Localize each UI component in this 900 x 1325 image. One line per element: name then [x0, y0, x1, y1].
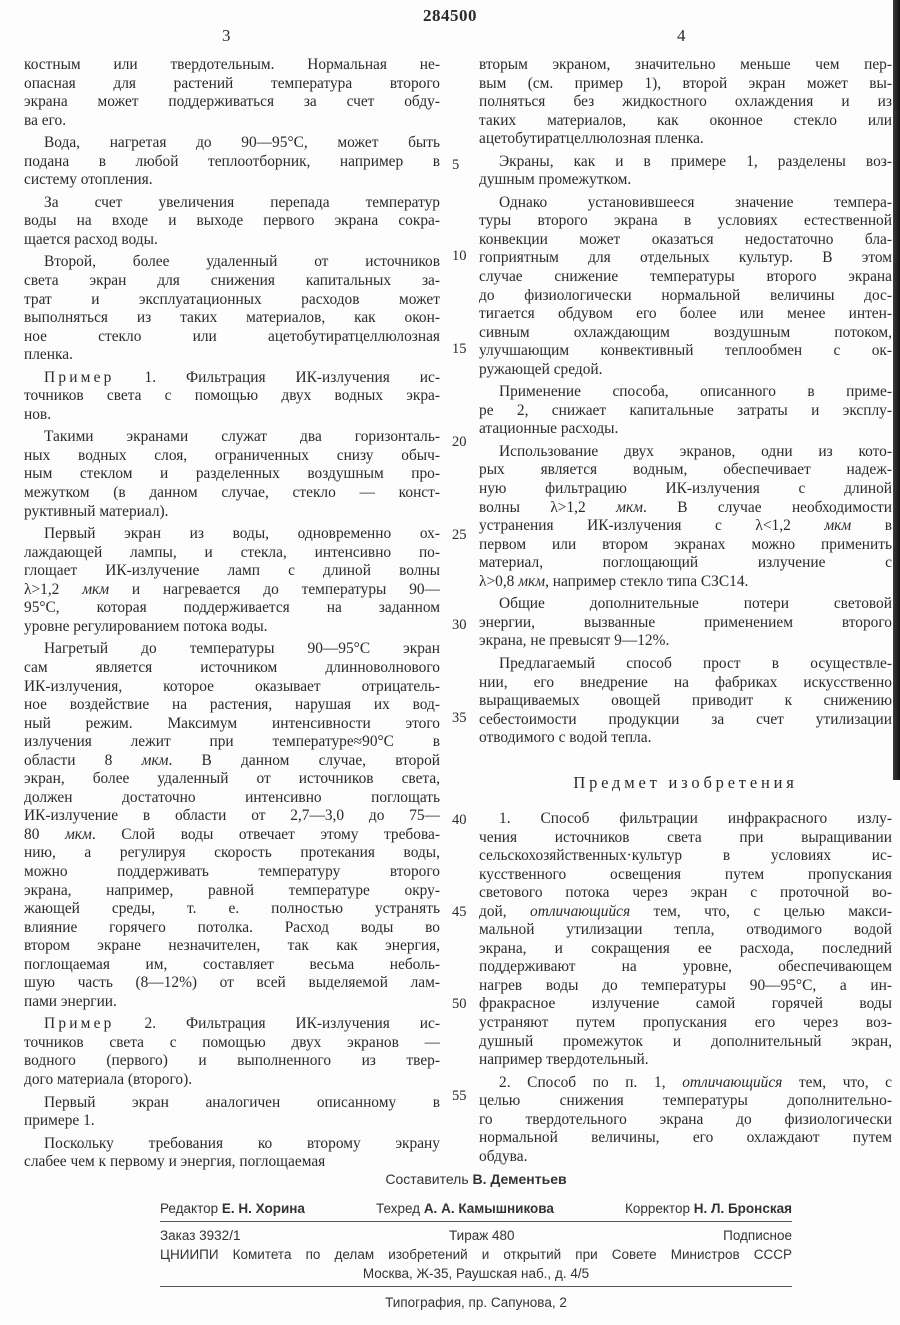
text-line: атационные расходы. [479, 420, 619, 438]
text-line: систему отопления. [24, 171, 153, 189]
italic-term: мкм [616, 498, 643, 516]
text-line: сельскохозяйственных·культур в условиях ис- [479, 847, 892, 865]
text-line: точников света с помощью двух экранов — [24, 1033, 440, 1051]
text-line: светового потока через экран с проточной во- [479, 884, 892, 902]
text-line: туры второго экрана в условиях естественной [479, 212, 892, 230]
text-line: Экраны, как и в примере 1, разделены воз- [499, 152, 892, 170]
text-line: Однако установившееся значение темпера- [499, 193, 892, 211]
paragraph [24, 428, 440, 521]
text-line: выполняться из таких материалов, как окон- [24, 309, 440, 327]
text-line: ва его. [24, 111, 67, 129]
text-line: костным или твердотельным. Нормальная не- [24, 56, 440, 73]
compiler-label: Составитель [385, 1171, 469, 1187]
italic-term: мкм [64, 825, 92, 843]
divider [160, 1286, 792, 1287]
italic-term: мкм [141, 751, 169, 769]
patent-number: 284500 [423, 6, 477, 25]
text-line: опасная для растений температура второго [24, 74, 440, 92]
scan-edge-shadow [893, 0, 900, 780]
text-line: трат и эксплуатационных расходов может [24, 290, 440, 308]
text-line: конвекции может оказаться недостаточно бла- [479, 230, 892, 248]
compiler-name: В. Дементьев [472, 1171, 567, 1187]
text-line: должен достаточно интенсивно поглощать [24, 788, 440, 806]
address: Москва, Ж-35, Раушская наб., д. 4/5 [362, 1266, 590, 1281]
line-number: 35 [452, 710, 467, 726]
text-line: ное воздействие на растения, нарушая их вод- [24, 696, 440, 714]
corrector-name: Н. Л. Бронская [693, 1201, 792, 1216]
text-line: ИК-излучения, которое оказывает отрицатель- [24, 677, 440, 695]
paragraph [24, 253, 440, 364]
text-line: света экран для снижения капитальных за- [24, 272, 440, 290]
text-line: Применение способа, описанного в приме- [499, 383, 892, 401]
text-line: сам является источником длинноволнового [24, 658, 440, 676]
paragraph [24, 1094, 440, 1131]
paragraph [24, 1135, 440, 1172]
paragraph [24, 1015, 440, 1089]
text-line: Пример 2. Фильтрация ИК-излучения ис- [44, 1015, 440, 1033]
text-line: тигается обдувом его более или менее интен- [479, 305, 892, 323]
paragraph [479, 810, 892, 1070]
paragraph [24, 134, 440, 190]
text-line: λ>0,8 мкм, например стекло типа СЗС14. [479, 572, 749, 590]
paragraph [479, 595, 892, 651]
text-line: фракрасное излучение самой горячей воды [479, 995, 892, 1013]
paragraph [24, 525, 440, 636]
text-line: 2. Способ по п. 1, отличающийся тем, что, с [499, 1073, 893, 1091]
text-line: Вода, нагретая до 90—95°С, может быть [44, 134, 440, 152]
order-number: Заказ 3932/1 [160, 1228, 241, 1243]
techred [376, 1199, 554, 1218]
text-line: можно поддерживать температуру второго [24, 862, 440, 880]
paragraph [24, 369, 440, 425]
corrector-label: Корректор [624, 1201, 690, 1216]
text-line: ре 2, снижает капитальные затраты и эксплу- [479, 401, 892, 419]
corrector [625, 1199, 792, 1218]
text-line: мальной утилизации тепла, отводимого водой [479, 921, 892, 939]
line-number: 15 [452, 341, 467, 357]
text-line: лаждающей лампы, и стекла, интенсивно по- [24, 543, 440, 561]
text-line: полняться без жидкостного охлаждения и из [479, 93, 892, 111]
text-line: примере 1. [24, 1112, 95, 1130]
example-label: Пример [44, 1015, 115, 1033]
text-line: щается расход воды. [24, 230, 158, 248]
text-line: Использование двух экранов, одни из кото- [499, 442, 892, 460]
text-line: 80 мкм. Слой воды отвечает этому требова- [24, 825, 440, 843]
text-line: шую часть (8—12%) от всей выделяемой лам- [24, 974, 440, 992]
text-line: ное стекло или ацетобутиратцеллюлозная [24, 327, 440, 345]
line-number: 40 [452, 812, 467, 828]
italic-term: отличающийся [530, 902, 631, 920]
text-line: целью снижения температуры дополнительно- [479, 1092, 892, 1110]
text-line: руктивный материал). [24, 502, 169, 520]
paragraph [479, 443, 892, 591]
subscription: Подписное [723, 1228, 792, 1243]
text-line: Нагретый до температуры 90—95°С экран [44, 640, 440, 658]
text-line: ную фильтрацию ИК-излучения с длиной [479, 480, 892, 498]
column-number-left: 3 [222, 26, 231, 45]
text-line: нии, его внедрение на фабриках искусственно [479, 673, 892, 691]
text-line: пленка. [24, 346, 73, 364]
paragraph [479, 56, 892, 149]
text-line: экрана, и сокращения ее расхода, последний [479, 939, 892, 957]
text-line: Второй, более удаленный от источников [44, 253, 440, 271]
paragraph [24, 194, 440, 250]
text-line: выращиваемых овощей приводит к снижению [479, 692, 892, 710]
text-line: ных водных слоя, ограниченных снизу обыч- [24, 446, 440, 464]
text-line: Поскольку требования ко второму экрану [44, 1134, 440, 1152]
text-line: улучшающим конвективный теплообмен с ок- [479, 342, 892, 360]
text-line: ИК-излучение в области от 2,7—3,0 до 75— [24, 807, 440, 825]
text-line: сивным охлаждающим воздушным потоком, [479, 323, 892, 341]
right-column [479, 56, 892, 752]
text-line: устранения ИК-излучения с λ<1,2 мкм в [479, 517, 892, 535]
techred-label: Техред [376, 1201, 421, 1216]
staff-line [160, 1199, 792, 1218]
text-line: Первый экран аналогичен описанному в [44, 1093, 440, 1111]
text-line: ружающей средой. [479, 360, 603, 378]
text-line: поглощаемая им, составляет весьма неболь- [24, 955, 440, 973]
text-line: втором экране незначителен, так как энергия, [24, 937, 440, 955]
text-line: воды на входе и выходе первого экрана сокра- [24, 212, 440, 230]
text-line: ным стеклом и разделенных воздушным про- [24, 465, 440, 483]
line-number: 25 [452, 527, 467, 543]
text-line: ацетобутиратцеллюлозная пленка. [479, 130, 704, 148]
text-line: Первый экран из воды, одновременно ох- [44, 525, 440, 543]
text-line: пами энергии. [24, 992, 117, 1010]
editor [160, 1199, 305, 1218]
text-line: первом или втором экранах можно применить [479, 535, 892, 553]
text-line: нию, а регулируя скорость протекания воды, [24, 844, 440, 862]
typography: Типография, пр. Сапунова, 2 [385, 1295, 567, 1310]
text-line: экрана может поддерживаться за счет обду- [24, 93, 440, 111]
line-number: 45 [452, 904, 467, 920]
italic-term: мкм [518, 572, 546, 590]
text-line: отводимого с водой тепла. [479, 729, 652, 747]
paragraph [479, 655, 892, 748]
text-line: нов. [24, 405, 52, 423]
text-line: го твердотельного экрана до физиологически [479, 1110, 892, 1128]
text-line: материал, поглощающий излучение с [479, 554, 892, 572]
techred-name: А. А. Камышникова [423, 1201, 554, 1216]
text-line: душный промежуток и дополнительный экран, [479, 1032, 892, 1050]
line-number: 30 [452, 617, 467, 633]
text-line: поддерживают на уровне, обеспечивающем [479, 958, 892, 976]
text-line: таких материалов, как оконное стекло или [479, 111, 892, 129]
text-line: За счет увеличения перепада температур [44, 193, 440, 211]
text-line: дого материала (второго). [24, 1070, 193, 1088]
paragraph [479, 194, 892, 379]
text-line: ный режим. Максимум интенсивности этого [24, 714, 440, 732]
text-line: 95°С, которая поддерживается на заданном [24, 599, 440, 617]
text-line: глощает ИК-излучение ламп с длиной волны [24, 562, 440, 580]
text-line: Общие дополнительные потери световой [499, 595, 892, 613]
text-line: подана в любой теплоотборник, например в [24, 152, 440, 170]
line-number: 10 [452, 248, 467, 264]
text-line: обдува. [479, 1147, 528, 1165]
paragraph [479, 383, 892, 439]
text-line: нормальной величины, его охлаждают путем [479, 1129, 892, 1147]
italic-term: мкм [824, 517, 852, 535]
text-line: межутком (в данном случае, стекло — конст- [24, 484, 440, 502]
text-line: вым (см. пример 1), второй экран может вы- [479, 74, 892, 92]
text-line: до физиологически нормальной величины дос- [479, 286, 892, 304]
text-line: Такими экранами служат два горизонталь- [44, 428, 440, 446]
claims-heading: Предмет изобретения [573, 773, 798, 792]
line-number: 50 [452, 996, 467, 1012]
text-line: водного (первого) и выполненного из твер- [24, 1052, 440, 1070]
text-line: излучения лежит при температуре≈90°С в [24, 733, 440, 751]
text-line: энергии, вызванные применением второго [479, 613, 892, 631]
italic-term: отличающийся [682, 1073, 783, 1091]
line-number: 5 [452, 157, 460, 173]
text-line: экран, более удаленный от источников света, [24, 770, 440, 788]
text-line: случае снижение температуры второго экрана [479, 268, 892, 286]
divider [160, 1221, 792, 1222]
line-number: 20 [452, 434, 467, 450]
line-number: 55 [452, 1088, 467, 1104]
compiler-line [160, 1170, 792, 1189]
left-column [24, 56, 440, 1176]
colophon [160, 1170, 792, 1312]
text-line: слабее чем к первому и энергия, поглощаемая [24, 1153, 326, 1171]
text-line: дой, отличающийся тем, что, с целью макси- [479, 902, 892, 920]
text-line: душным промежутком. [479, 171, 632, 189]
text-line: чения источников света при выращивании [479, 828, 892, 846]
text-line: жающей среды, т. е. полностью устранять [24, 900, 440, 918]
text-line: Пример 1. Фильтрация ИК-излучения ис- [44, 368, 440, 386]
text-line: рых является водным, обеспечивает надеж- [479, 461, 892, 479]
print-info [160, 1226, 792, 1245]
text-line: Предлагаемый способ прост в осуществле- [499, 654, 892, 672]
text-line: λ>1,2 мкм и нагревается до температуры 90— [24, 580, 440, 598]
text-line: кусственного освещения путем пропускания [479, 865, 892, 883]
column-number-right: 4 [677, 26, 686, 45]
organization: ЦНИИПИ Комитета по делам изобретений и открытий при Совете Министров СССР [160, 1247, 792, 1262]
text-line: области 8 мкм. В данном случае, второй [24, 751, 440, 769]
text-line: гоприятным для отдельных культур. В этом [479, 249, 892, 267]
italic-term: мкм [82, 580, 110, 598]
text-line: например твердотельный. [479, 1051, 649, 1069]
editor-name: Е. Н. Хорина [221, 1201, 305, 1216]
text-line: волны λ>1,2 мкм. В случае необходимости [479, 498, 892, 516]
text-line: нагрев воды до температуры 90—95°С, а ин- [479, 976, 892, 994]
editor-label: Редактор [160, 1201, 219, 1216]
text-line: влияние горячего потолка. Расход воды во [24, 918, 440, 936]
text-line: устраняют путем пропускания его через воз- [479, 1014, 892, 1032]
text-line: вторым экраном, значительно меньше чем пер- [479, 56, 892, 73]
paragraph [479, 153, 892, 190]
paragraph [479, 1074, 892, 1167]
paragraph [24, 640, 440, 1011]
claims [479, 810, 892, 1170]
text-line: 1. Способ фильтрации инфракрасного излу- [499, 810, 892, 827]
text-line: себестоимости продукции за счет утилизации [479, 710, 892, 728]
text-line: точников света с помощью двух водных экра- [24, 387, 440, 405]
text-line: экрана, например, равной температуре окру- [24, 881, 440, 899]
example-label: Пример [44, 368, 115, 386]
paragraph [24, 56, 440, 130]
text-line: экрана, не превысят 9—12%. [479, 632, 670, 650]
circulation: Тираж 480 [449, 1228, 515, 1243]
text-line: уровне регулированием потока воды. [24, 617, 268, 635]
